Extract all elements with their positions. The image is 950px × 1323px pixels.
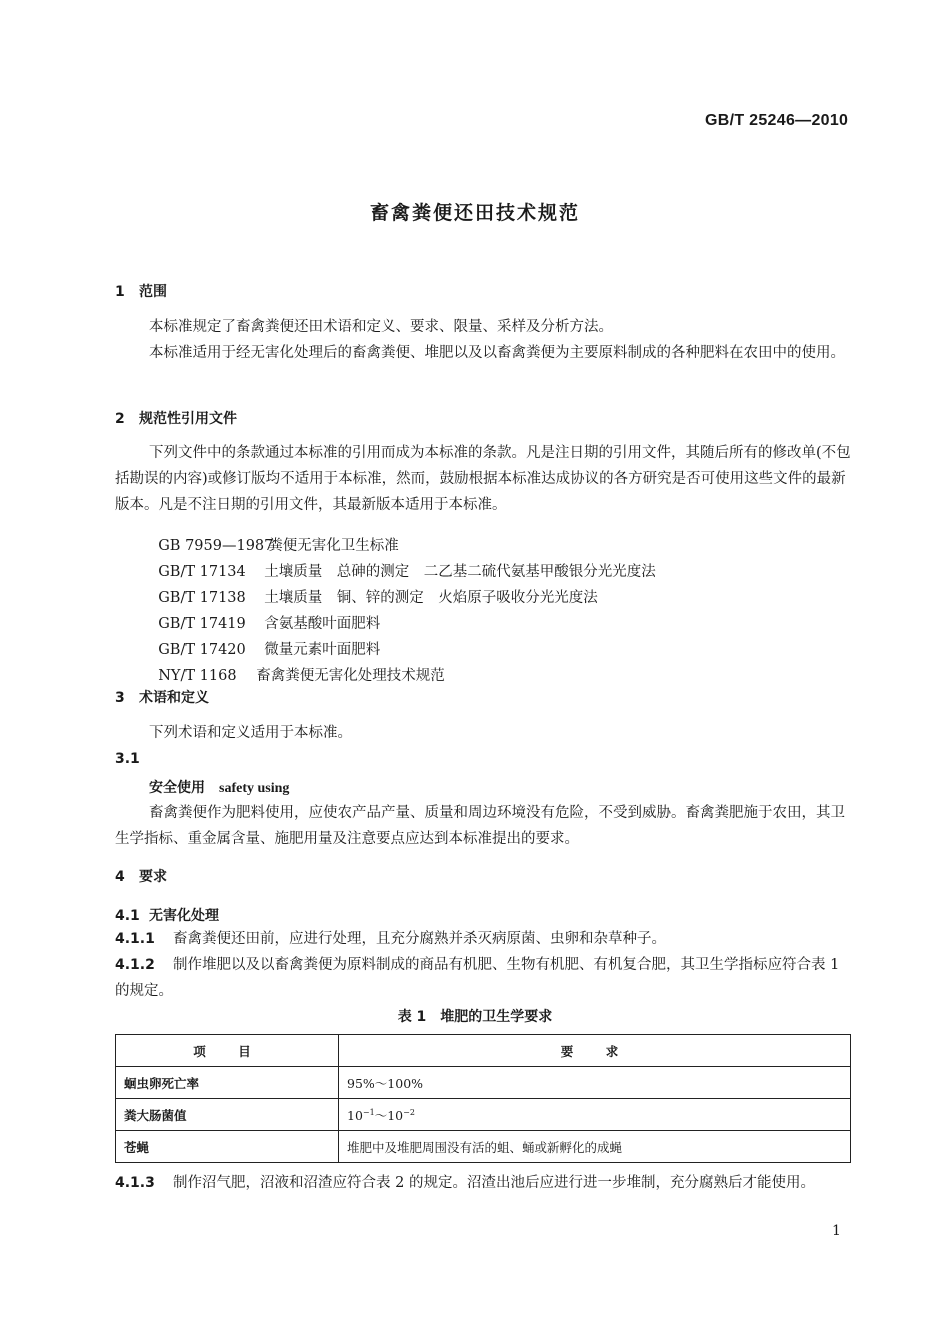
document-title: 畜禽粪便还田技术规范 [369,202,580,224]
section-number: 2 [115,411,125,427]
section-number: 4 [115,869,125,885]
reference-title: 土壤质量 铜、锌的测定 火焰原子吸收分光光度法 [264,590,598,606]
reference-code: GB/T 17419 [158,616,246,632]
subsection-number: 3.1 [115,751,140,767]
term-definition: 畜禽粪便作为肥料使用，应使农产品产量、质量和周边环境没有危险，不受到威胁。畜禽粪肥施于农田，其卫生学指标、重金属含量、施肥用量及注意要点应达到本标准提出的要求。 [115,805,845,847]
subsection-number: 4.1 [115,908,140,924]
section-1-paragraph-1: 本标准规定了畜禽粪便还田术语和定义、要求、限量、采样及分析方法。 [149,319,613,335]
section-title: 范围 [139,284,167,300]
clause-4-1-3 [115,1170,855,1196]
section-2-heading [115,408,237,428]
clause-number: 4.1.2 [115,957,155,973]
standard-code: GB/T 25246—2010 [705,112,849,129]
term-english: safety using [219,781,290,796]
page-number: 1 [832,1223,841,1239]
subsection-4-1-heading [115,905,219,925]
section-1-paragraph-2: 本标准适用于经无害化处理后的畜禽粪便、堆肥以及以畜禽粪便为主要原料制成的各种肥料在农田中的使用。 [149,345,845,361]
reference-code: GB/T 17420 [158,642,246,658]
value-exponent: −1 [362,1107,375,1117]
reference-title: 微量元素叶面肥料 [264,642,381,658]
section-3-paragraph-1: 下列术语和定义适用于本标准。 [149,725,352,741]
section-title: 术语和定义 [139,690,209,706]
term-entry [149,777,289,797]
section-title: 要求 [139,869,167,885]
table-row [116,1067,851,1099]
section-2-paragraph-1: 下列文件中的条款通过本标准的引用而成为本标准的条款。凡是注日期的引用文件，其随后所有的修改单(不包括勘误的内容)或修订版均不适用于本标准，然而，鼓励根据本标准达成协议的各方研究是否可使用这些文件的最新版本。凡是不注日期的引用文件，其最新版本适用于本标准。 [115,445,851,513]
range-separator: ～ [374,1107,388,1123]
reference-code: GB/T 17138 [158,590,246,606]
reference-title: 粪便无害化卫生标准 [268,538,399,554]
reference-code: GB 7959—1987 [158,538,274,554]
clause-number: 4.1.1 [115,931,155,947]
table-row [116,1131,851,1163]
reference-code: NY/T 1168 [158,668,237,684]
reference-item [149,648,445,685]
table-cell-item: 蛔虫卵死亡率 [116,1067,339,1099]
table-row [116,1099,851,1131]
clause-4-1-1 [115,926,855,952]
reference-code: GB/T 17134 [158,564,246,580]
section-number: 1 [115,284,125,300]
table-cell-requirement [339,1099,851,1131]
table-header-row [116,1035,851,1067]
clause-4-1-2 [115,952,855,1004]
section-number: 3 [115,690,125,706]
value-exponent: −2 [403,1107,415,1117]
value-base: 10 [347,1107,363,1123]
table-1 [115,1034,851,1163]
table-cell-item: 苍蝇 [116,1131,339,1163]
section-3-heading [115,687,209,707]
term-chinese: 安全使用 [149,780,205,796]
section-title: 规范性引用文件 [139,411,237,427]
reference-title: 土壤质量 总砷的测定 二乙基二硫代氨基甲酸银分光光度法 [264,564,656,580]
subsection-title: 无害化处理 [149,908,219,924]
table-header-requirement: 要 求 [339,1035,851,1067]
table-cell-requirement: 堆肥中及堆肥周围没有活的蛆、蛹或新孵化的成蝇 [339,1131,851,1163]
section-4-heading [115,866,167,886]
clause-text: 畜禽粪便还田前，应进行处理，且充分腐熟并杀灭病原菌、虫卵和杂草种子。 [173,931,666,947]
clause-text: 制作堆肥以及以畜禽粪便为原料制成的商品有机肥、生物有机肥、有机复合肥，其卫生学指标应符合表 1 的规定。 [115,957,840,999]
value-base: 10 [387,1107,404,1123]
table-1-caption: 表 1 堆肥的卫生学要求 [397,1009,553,1025]
table-header-item: 项 目 [116,1035,339,1067]
clause-number: 4.1.3 [115,1175,155,1191]
reference-title: 畜禽粪便无害化处理技术规范 [256,668,445,684]
table-cell-item: 粪大肠菌值 [116,1099,339,1131]
table-cell-requirement: 95%～100% [339,1067,851,1099]
reference-title: 含氨基酸叶面肥料 [264,616,381,632]
clause-text: 制作沼气肥，沼液和沼渣应符合表 2 的规定。沼渣出池后应进行进一步堆制，充分腐熟后才能使用。 [173,1175,815,1191]
section-1-heading [115,281,167,301]
